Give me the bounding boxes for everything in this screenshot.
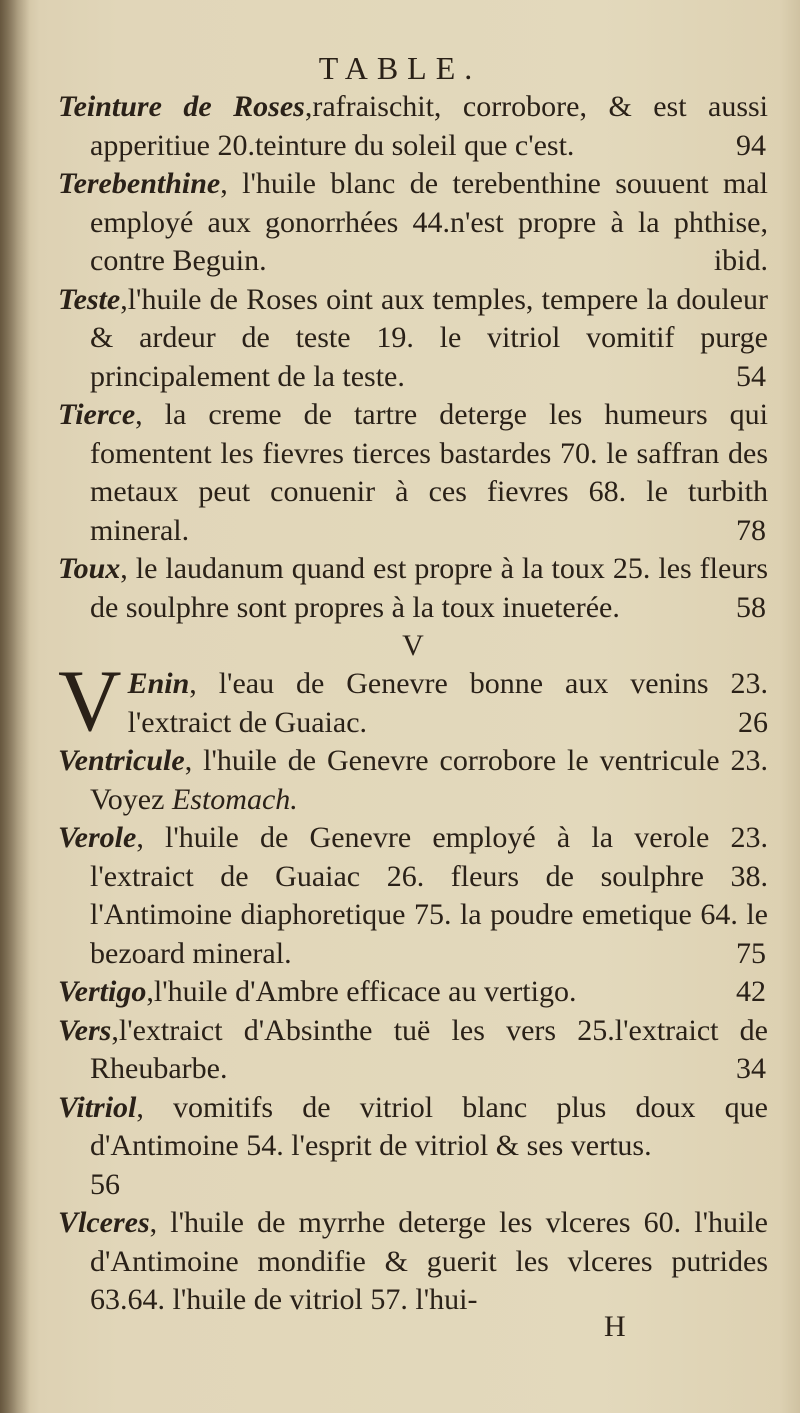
entry-heading: Vlceres [58, 1206, 150, 1239]
entry-text: ,l'huile de Roses oint aux temples, tempere la douleur & ardeur de teste 19. le vitriol vomitif purge principalement de la teste. [90, 282, 768, 393]
entry-text: ,l'extraict d'Absinthe tuë les vers 25.l'extraict de Rheubarbe. [90, 1013, 768, 1085]
index-entry [58, 1089, 768, 1205]
section-letter: V [402, 629, 424, 662]
entry-heading: Verole [58, 821, 137, 854]
index-entry: Vers,l'extraict d'Absinthe tuë les vers 25.l'extraict de Rheubarbe. 34 [58, 1013, 768, 1085]
entry-heading: Tierce [58, 398, 136, 431]
entry-text: , la creme de tartre deterge les humeurs qui fomentent les fievres tierces bastardes 70. le saffran des metaux peut conuenir à ces fievres 68. le turbith mineral. [90, 398, 768, 547]
entry-text: ,l'huile d'Ambre efficace au vertigo. [146, 975, 577, 1008]
index-entry [58, 742, 768, 819]
entry-heading: Vers [58, 1013, 112, 1047]
index-entry: Verole, l'huile de Genevre employé à la verole 23. l'extraict de Guaiac 26. fleurs de soulphre 38. l'Antimoine diaphoretique 75. la poudre emetique 64. le bezoard mineral. 75 [58, 821, 768, 970]
entry-heading: Enin [127, 667, 190, 700]
entry-heading: Teinture de Roses [58, 90, 305, 123]
cross-reference: Estomach. [171, 782, 298, 816]
entry-text: ,rafraischit, corrobore, & est aussi apperitiue 20.teinture du soleil que c'est. [90, 90, 769, 162]
entry-text: , vomitifs de vitriol blanc plus doux que d'Antimoine 54. l'esprit de vitriol & ses vertus. [90, 1090, 768, 1162]
entry-heading: Teste [58, 282, 121, 316]
page-reference: 26 [738, 705, 768, 739]
binding-shadow [0, 0, 30, 1413]
drop-cap: V [58, 653, 122, 750]
index-entry [58, 653, 768, 750]
index-entry: Teinture de Roses,rafraischit, corrobore, & est aussi apperitiue 20.teinture du soleil que c'est. 94 [58, 90, 769, 162]
index-entry: Toux, le laudanum quand est propre à la toux 25. les fleurs de soulphre sont propres à la toux inueterée. 58 [58, 552, 768, 624]
index-entry [58, 165, 768, 281]
index-entry: Vertigo,l'huile d'Ambre efficace au vertigo. 42 [58, 975, 766, 1008]
index-entry: Teste,l'huile de Roses oint aux temples, tempere la douleur & ardeur de teste 19. le vitriol vomitif purge principalement de la teste. 54 [58, 282, 768, 393]
catchword: H [604, 1310, 626, 1343]
index-entry [58, 1204, 768, 1320]
entry-text: , le laudanum quand est propre à la toux 25. les fleurs de soulphre sont propres à la toux inueterée. [90, 552, 768, 624]
entry-heading: Vitriol [58, 1090, 137, 1124]
running-head: TABLE. [318, 50, 482, 86]
entry-text: , l'huile de Genevre employé à la verole 23. l'extraict de Guaiac 26. fleurs de soulphre 38. l'Antimoine diaphoretique 75. la poudre emetique 64. le bezoard mineral. [90, 821, 768, 970]
entry-heading: Terebenthine [58, 167, 221, 200]
entry-text: , l'huile blanc de terebenthine souuent mal employé aux gonorrhées 44.n'est propre à la phthise, contre Beguin. [90, 167, 768, 277]
index-text [58, 88, 768, 1320]
page-reference: 56 [90, 1167, 120, 1201]
entry-text: , l'huile de Genevre corrobore le ventricule 23. Voyez [90, 744, 768, 816]
index-entry: Tierce, la creme de tartre deterge les humeurs qui fomentent les fievres tierces bastardes 70. le saffran des metaux peut conuenir à ces fievres 68. le turbith mineral. 78 [58, 398, 768, 547]
entry-heading: Toux [58, 552, 121, 585]
entry-heading: Vertigo [58, 975, 147, 1008]
entry-text: , l'eau de Genevre bonne aux venins 23. l'extraict de Guaiac. [127, 667, 768, 739]
entry-text: , l'huile de myrrhe deterge les vlceres 60. l'huile d'Antimoine mondifie & guerit les vlceres putrides 63.64. l'huile de vitriol 57. l'hui- [90, 1206, 768, 1316]
page-reference: ibid. [713, 244, 768, 277]
entry-heading: Ventricule [58, 744, 185, 777]
